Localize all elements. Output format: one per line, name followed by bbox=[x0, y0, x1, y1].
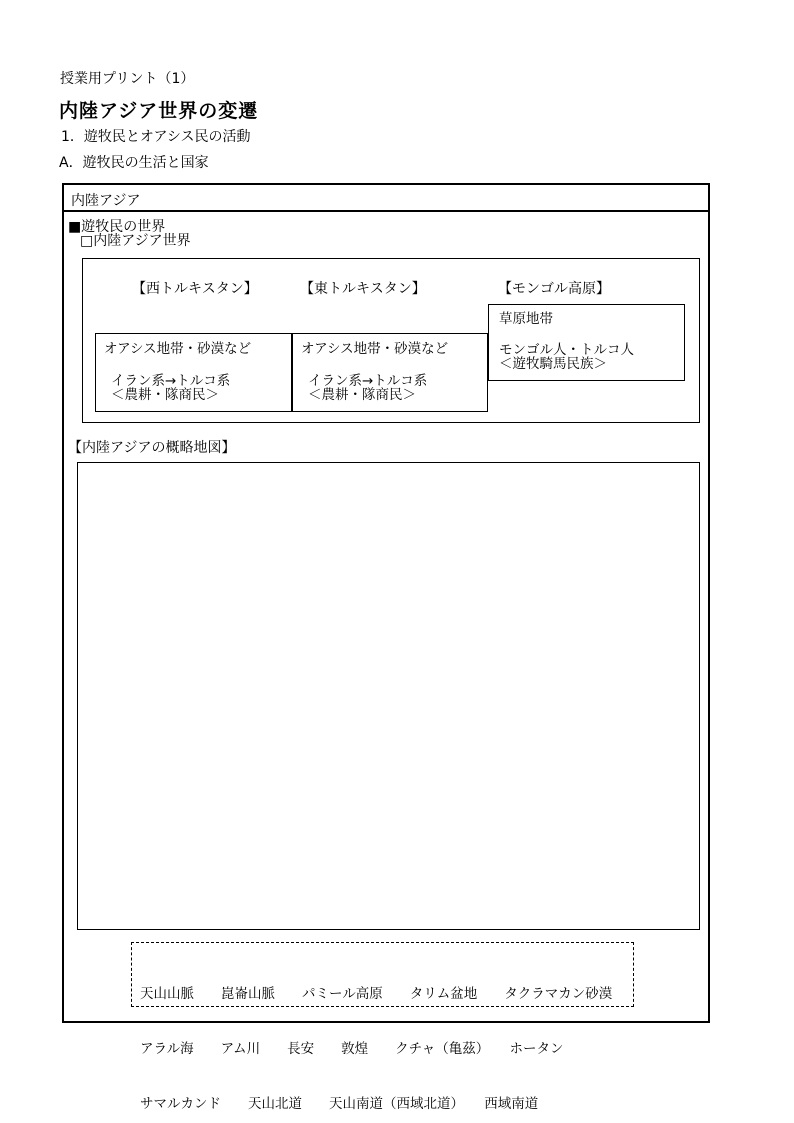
map-drawing-area bbox=[77, 462, 700, 930]
mongol-terrain-label: 草原地帯 bbox=[499, 311, 553, 327]
inner-asia-box bbox=[62, 183, 710, 1112]
inner-asia-world-label: □内陸アジア世界 bbox=[80, 233, 191, 249]
word-bank-line-3: サマルカンド 天山北道 天山南道（西域北道） 西域南道 bbox=[140, 1096, 539, 1112]
east-role-label: ＜農耕・隊商民＞ bbox=[308, 387, 416, 403]
mongol-role-label: ＜遊牧騎馬民族＞ bbox=[499, 356, 607, 372]
east-terrain-label: オアシス地帯・砂漠など bbox=[301, 341, 449, 357]
east-turkestan-box bbox=[292, 333, 488, 412]
page-header-label: 授業用プリント（1） bbox=[60, 71, 195, 87]
word-bank-box bbox=[131, 942, 634, 1112]
map-caption: 【内陸アジアの概略地図】 bbox=[68, 440, 236, 456]
west-terrain-label: オアシス地帯・砂漠など bbox=[104, 341, 252, 357]
west-turkestan-box bbox=[95, 333, 292, 412]
mongol-plateau-box bbox=[488, 304, 685, 381]
region-heading-west-turkestan: 【西トルキスタン】 bbox=[132, 281, 258, 297]
nomad-world-label: ■遊牧民の世界 bbox=[68, 219, 166, 235]
mongol-people-label: モンゴル人・トルコ人 bbox=[499, 342, 634, 358]
word-bank-line-2: アラル海 アム川 長安 敦煌 クチャ（亀茲） ホータン bbox=[140, 1041, 564, 1057]
east-people-label: イラン系→トルコ系 bbox=[308, 373, 428, 389]
region-group-box bbox=[82, 258, 700, 423]
lesson-heading: 1．遊牧民とオアシス民の活動 bbox=[61, 129, 251, 145]
region-heading-east-turkestan: 【東トルキスタン】 bbox=[300, 281, 426, 297]
region-heading-mongol-plateau: 【モンゴル高原】 bbox=[498, 281, 610, 297]
section-heading: A．遊牧民の生活と国家 bbox=[59, 155, 209, 171]
west-role-label: ＜農耕・隊商民＞ bbox=[111, 387, 219, 403]
west-people-label: イラン系→トルコ系 bbox=[111, 373, 231, 389]
main-box-header: 内陸アジア bbox=[64, 185, 708, 212]
word-bank-line-1: 天山山脈 崑崙山脈 パミール高原 タリム盆地 タクラマカン砂漠 bbox=[140, 986, 613, 1002]
doc-title: 内陸アジア世界の変遷 bbox=[59, 100, 259, 122]
